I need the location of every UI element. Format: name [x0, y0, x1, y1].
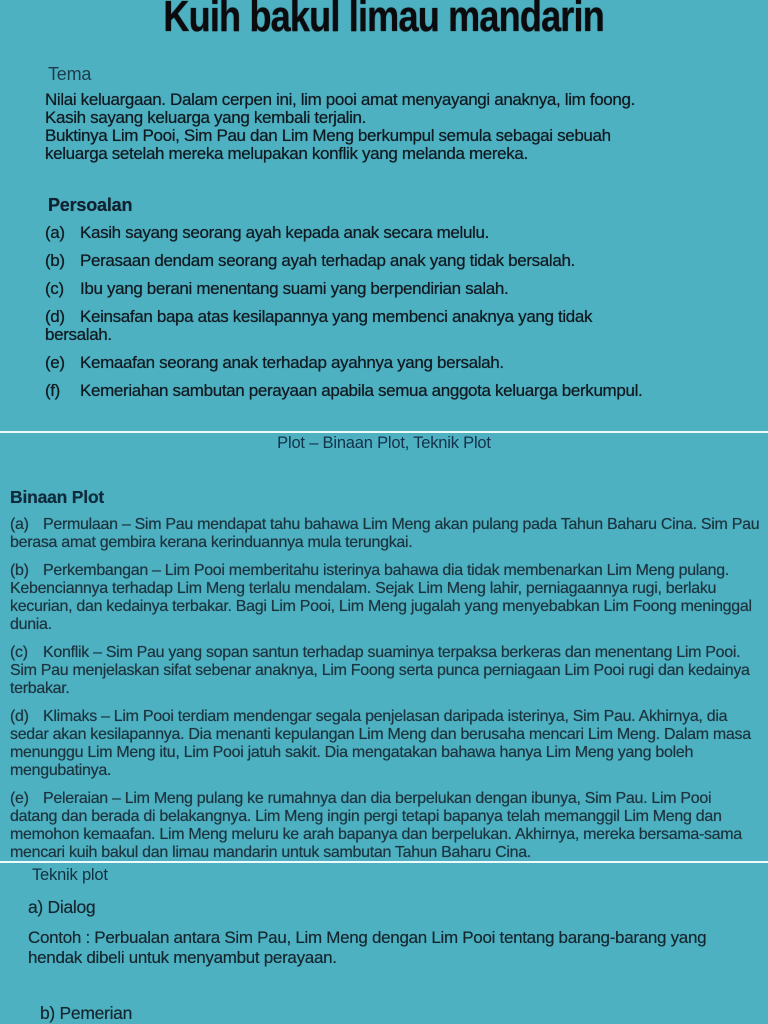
item-label: (a): [10, 516, 29, 533]
tema-paragraph-1: Nilai keluargaan. Dalam cerpen ini, lim pooi amat menyayangi anaknya, lim foong. Kasih sayang keluarga yang kembali terjalin.: [45, 90, 635, 127]
item-label: (c): [10, 644, 28, 661]
binaan-plot-heading: Binaan Plot: [10, 487, 105, 507]
item-label: (d): [10, 708, 29, 725]
binaan-item-a: [10, 516, 760, 552]
item-label: (a): [45, 223, 65, 242]
pemerian-heading: b) Pemerian: [40, 1003, 133, 1023]
dialog-heading: a) Dialog: [28, 897, 96, 917]
binaan-item-c: [10, 644, 760, 698]
item-text: Keinsafan bapa atas kesilapannya yang membenci anaknya yang tidak bersalah.: [45, 307, 593, 344]
tema-paragraph-2: Buktinya Lim Pooi, Sim Pau dan Lim Meng berkumpul semula sebagai sebuah keluarga setelah mereka melupakan konflik yang melanda mereka.: [45, 126, 611, 163]
item-text: Perasaan dendam seorang ayah terhadap anak yang tidak bersalah.: [80, 251, 575, 270]
item-text: Peleraian – Lim Meng pulang ke rumahnya dan dia berpelukan dengan ibunya, Sim Pau. Lim Pooi datang dan berada di belakangnya. Lim Meng ingin pergi tetapi bapanya telah memanggil Lim Meng dan memohon kemaafan. Lim Meng meluru ke arah bapanya dan berpelukan. Akhirnya, mereka bersama-sama mencari kuih bakul dan limau mandarin untuk sambutan Tahun Baharu Cina.: [10, 790, 742, 861]
title-bar: [0, 0, 768, 42]
item-label: (f): [45, 381, 60, 400]
item-label: (d): [45, 307, 65, 326]
page-title: Kuih bakul limau mandarin: [163, 0, 605, 41]
binaan-item-e: [10, 790, 760, 862]
persoalan-item-e: [45, 354, 645, 372]
item-label: (c): [45, 279, 64, 298]
item-text: Klimaks – Lim Pooi terdiam mendengar segala penjelasan daripada isterinya, Sim Pau. Akhirnya, dia sedar akan kesilapannya. Dia menanti kepulangan Lim Meng dan berusaha mencari Lim Meng. Dalam masa menunggu Lim Meng itu, Lim Pooi jatuh sakit. Dia mengatakan bahawa hanya Lim Meng yang boleh mengubatinya.: [10, 708, 751, 779]
persoalan-item-c: [45, 280, 645, 298]
plot-section-header: Plot – Binaan Plot, Teknik Plot: [277, 434, 491, 452]
binaan-item-d: [10, 708, 760, 780]
item-text: Permulaan – Sim Pau mendapat tahu bahawa Lim Meng akan pulang pada Tahun Baharu Cina. Sim Pau berasa amat gembira kerana kerinduannya mula terungkai.: [10, 516, 760, 551]
item-text: Kasih sayang seorang ayah kepada anak secara melulu.: [80, 223, 489, 242]
binaan-plot-list: [10, 516, 760, 872]
persoalan-heading: Persoalan: [48, 195, 133, 215]
item-text: Perkembangan – Lim Pooi memberitahu isterinya bahawa dia tidak membenarkan Lim Meng pulang. Kebenciannya terhadap Lim Meng terlalu mendalam. Sejak Lim Meng lahir, perniagaannya rugi, berlaku kecurian, dan kedainya terbakar. Bagi Lim Pooi, Lim Meng jugalah yang menyebabkan Lim Foong meninggal dunia.: [10, 562, 752, 633]
teknik-plot-heading: Teknik plot: [32, 866, 108, 884]
persoalan-list: [45, 224, 645, 410]
tema-paragraphs: [45, 91, 645, 163]
tema-heading: Tema: [48, 64, 92, 84]
item-text: Ibu yang berani menentang suami yang berpendirian salah.: [80, 279, 509, 298]
item-label: (e): [10, 790, 29, 807]
persoalan-item-f: [45, 382, 645, 400]
item-label: (e): [45, 353, 65, 372]
item-text: Kemaafan seorang anak terhadap ayahnya yang bersalah.: [80, 353, 504, 372]
binaan-item-b: [10, 562, 760, 634]
item-label: (b): [10, 562, 29, 579]
persoalan-item-d: [45, 308, 645, 344]
persoalan-item-a: [45, 224, 645, 242]
item-text: Konflik – Sim Pau yang sopan santun terhadap suaminya terpaksa berkeras dan menentang Lim Pooi. Sim Pau menjelaskan sifat sebenar anaknya, Lim Foong serta punca perniagaan Lim Pooi rugi dan kedainya terbakar.: [10, 644, 750, 697]
slide-divider: [0, 861, 768, 863]
persoalan-item-b: [45, 252, 645, 270]
slide-divider: [0, 431, 768, 433]
item-text: Kemeriahan sambutan perayaan apabila semua anggota keluarga berkumpul.: [80, 381, 643, 400]
item-label: (b): [45, 251, 65, 270]
contoh-paragraph: Contoh : Perbualan antara Sim Pau, Lim Meng dengan Lim Pooi tentang barang-barang yang hendak dibeli untuk menyambut perayaan.: [28, 928, 707, 967]
